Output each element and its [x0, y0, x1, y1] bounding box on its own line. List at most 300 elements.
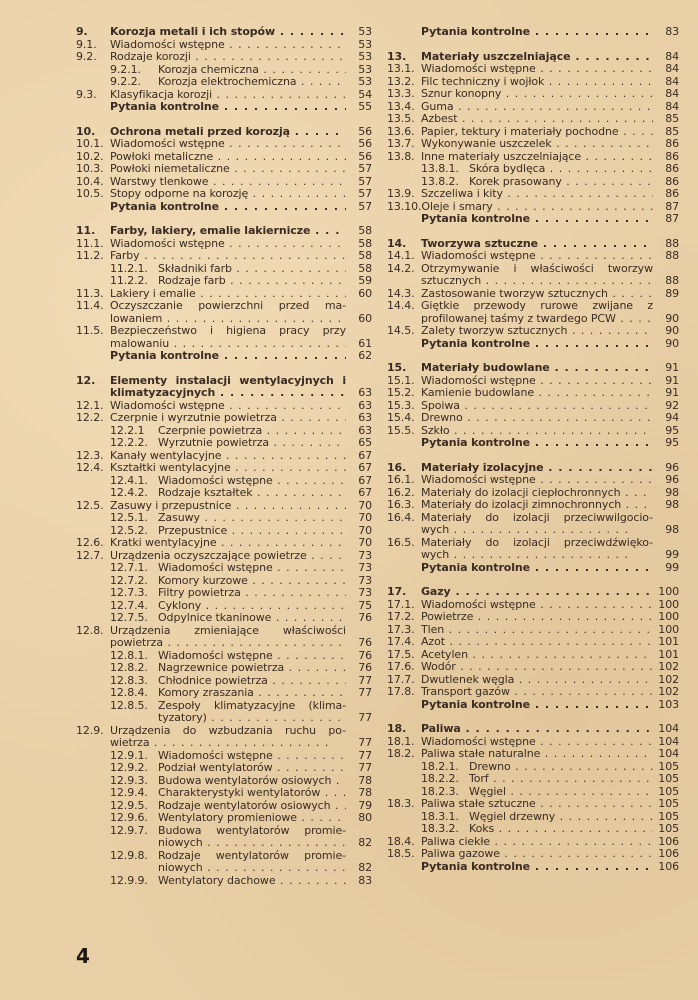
toc-entry[interactable]	[387, 611, 679, 624]
entry-page-number: 106	[658, 859, 679, 873]
entry-number: 15.4.	[387, 411, 415, 424]
entry-number: 18.	[387, 722, 407, 735]
toc-entry[interactable]	[76, 151, 372, 164]
entry-page-number: 101	[658, 647, 679, 661]
entry-number: 12.3.	[76, 448, 104, 462]
entry-number: 12.2.1	[110, 423, 145, 437]
toc-entry[interactable]	[76, 51, 372, 64]
entry-number: 12.5.1.	[110, 511, 148, 524]
entry-number: 11.2.2.	[110, 274, 148, 287]
toc-entry[interactable]	[387, 51, 679, 64]
entry-page-number: 77	[358, 711, 372, 724]
toc-entry[interactable]	[76, 812, 372, 825]
entry-title	[421, 51, 653, 64]
entry-number: 18.3.	[387, 797, 415, 810]
entry-title-text: Koks	[469, 823, 495, 835]
toc-entry[interactable]	[76, 400, 372, 413]
entry-title-text: Rodzaje wentylatorów osiowych	[158, 799, 331, 812]
toc-entry[interactable]	[76, 725, 372, 750]
toc-entry[interactable]	[387, 537, 679, 562]
toc-entry[interactable]	[76, 163, 372, 176]
toc-entry[interactable]	[387, 176, 679, 189]
entry-page-number: 65	[358, 436, 372, 449]
entry-page-number: 77	[358, 673, 372, 687]
entry-title	[421, 723, 653, 736]
toc-entry[interactable]	[387, 63, 679, 76]
entry-title-text: Przepustnice	[158, 524, 228, 537]
toc-entry[interactable]	[76, 412, 372, 425]
entry-title-text: Zastosowanie tworzyw sztucznych	[421, 287, 608, 300]
entry-number: 16.1.	[387, 473, 415, 486]
entry-number: 9.1.	[76, 37, 97, 51]
entry-number: 12.8.4.	[110, 686, 148, 699]
toc-entry[interactable]	[387, 188, 679, 201]
toc-entry[interactable]	[76, 787, 372, 800]
entry-number: 12.6.	[76, 536, 104, 549]
entry-page-number: 73	[358, 548, 372, 562]
entry-title-text: Wiadomości wstępne	[421, 735, 536, 748]
toc-entry[interactable]	[387, 163, 679, 176]
toc-entry[interactable]	[76, 126, 372, 139]
entry-title	[110, 462, 346, 475]
toc-entry[interactable]	[387, 26, 679, 39]
toc-entry[interactable]	[76, 562, 372, 575]
entry-number: 12.9.2.	[110, 761, 148, 774]
entry-title-text: Pytania kontrolne	[421, 437, 530, 449]
toc-entry[interactable]	[387, 400, 679, 413]
entry-page-number: 91	[665, 373, 679, 387]
toc-entry[interactable]	[387, 76, 679, 89]
toc-entry[interactable]	[387, 512, 679, 537]
toc-entry[interactable]	[76, 500, 372, 513]
toc-entry[interactable]	[76, 512, 372, 525]
entry-title-text: Wiadomości wstępne	[158, 649, 273, 662]
entry-title	[421, 437, 653, 450]
toc-entry[interactable]	[387, 586, 679, 599]
entry-number: 17.	[387, 585, 407, 598]
entry-page-number: 100	[658, 610, 679, 623]
entry-page-number: 76	[358, 661, 372, 674]
entry-title	[110, 176, 346, 189]
entry-title	[110, 101, 346, 114]
entry-page-number: 98	[665, 523, 679, 536]
toc-entry[interactable]	[76, 176, 372, 189]
entry-page-number: 56	[358, 149, 372, 163]
entry-title-text: Materiały do izolacji ciepłochronnych	[421, 486, 621, 499]
entry-page-number: 77	[358, 748, 372, 762]
entry-page-number: 63	[358, 386, 372, 399]
entry-title-text: Dwutlenek węgla	[421, 673, 515, 686]
toc-entry[interactable]	[76, 188, 372, 201]
entry-title-line: Rodzaje wentylatorów promie-	[158, 849, 346, 862]
entry-number: 13.8.	[387, 149, 415, 163]
entry-title	[158, 800, 346, 813]
entry-title	[421, 151, 653, 164]
toc-entry[interactable]	[387, 425, 679, 438]
entry-page-number: 58	[358, 224, 372, 237]
toc-entry[interactable]	[387, 288, 679, 301]
entry-page-number: 58	[358, 236, 372, 250]
entry-title-text: Inne materiały uszczelniające	[421, 150, 582, 163]
entry-title-text: Wentylatory promieniowe	[158, 812, 297, 824]
entry-title	[421, 126, 653, 139]
entry-title	[110, 725, 346, 750]
entry-title	[158, 825, 346, 850]
entry-title-continuation: powietrza . .	[110, 637, 346, 650]
entry-title-text: Wiadomości wstępne	[158, 749, 273, 762]
toc-section	[387, 586, 679, 711]
entry-page-number: 98	[665, 485, 679, 499]
entry-title	[421, 400, 653, 413]
entry-title	[110, 288, 346, 301]
entry-title	[110, 51, 346, 64]
entry-number: 17.2.	[387, 610, 415, 623]
entry-number: 13.6.	[387, 124, 415, 138]
entry-title-line: Oczyszczanie powierzchni przed ma-	[110, 300, 346, 312]
entry-number: 17.8.	[387, 685, 415, 698]
toc-entry[interactable]	[387, 474, 679, 487]
entry-title-text: Klasyfikacja korozji	[110, 88, 213, 101]
entry-title-continuation: niowych . .	[158, 862, 346, 875]
entry-title	[469, 811, 653, 824]
toc-entry[interactable]	[387, 798, 679, 811]
entry-page-number: 84	[665, 99, 679, 113]
entry-page-number: 67	[358, 486, 372, 499]
entry-title	[421, 462, 653, 475]
entry-page-number: 105	[658, 797, 679, 810]
entry-title	[158, 750, 346, 763]
toc-entry[interactable]	[387, 113, 679, 126]
toc-entry[interactable]	[387, 101, 679, 114]
toc-entry[interactable]	[76, 26, 372, 39]
entry-title	[421, 736, 653, 749]
entry-title-line: Elementy instalacji wentylacyjnych i	[110, 374, 346, 387]
entry-title	[421, 537, 653, 562]
toc-entry[interactable]	[387, 848, 679, 861]
entry-title	[421, 375, 653, 388]
entry-title-text: Torf	[469, 773, 489, 785]
toc-entry[interactable]	[76, 101, 372, 114]
entry-title-text: Budowa wentylatorów osiowych	[158, 774, 332, 787]
entry-page-number: 86	[665, 174, 679, 188]
entry-page-number: 77	[358, 736, 372, 749]
entry-number: 10.2.	[76, 149, 104, 163]
toc-entry[interactable]	[76, 325, 372, 350]
toc-entry[interactable]	[76, 225, 372, 238]
entry-title	[421, 425, 653, 438]
toc-entry[interactable]	[76, 700, 372, 725]
entry-title	[110, 325, 346, 350]
entry-title	[158, 687, 346, 700]
toc-entry[interactable]	[387, 151, 679, 164]
entry-number: 14.2.	[387, 261, 415, 275]
entry-title-text: Wodór	[421, 661, 456, 673]
entry-number: 13.10.	[387, 199, 422, 213]
toc-entry[interactable]	[387, 786, 679, 799]
entry-title-line: Giętkie przewody rurowe zwijane z	[421, 300, 653, 312]
entry-page-number: 102	[658, 672, 679, 686]
entry-title	[110, 39, 346, 52]
entry-number: 10.3.	[76, 162, 104, 175]
entry-title-text: Komory zraszania	[158, 687, 254, 699]
toc-entry[interactable]	[387, 325, 679, 338]
toc-entry[interactable]	[76, 587, 372, 600]
entry-title-continuation: malowaniu . .	[110, 338, 346, 351]
toc-entry[interactable]	[76, 288, 372, 301]
toc-entry[interactable]	[387, 138, 679, 151]
entry-title-text: Szczeliwa i kity	[421, 188, 503, 200]
entry-page-number: 78	[358, 786, 372, 799]
entry-number: 12.9.3.	[110, 773, 148, 787]
entry-title	[421, 113, 653, 126]
entry-page-number: 88	[665, 249, 679, 262]
toc-entry[interactable]	[387, 861, 679, 874]
toc-entry[interactable]	[387, 624, 679, 637]
toc-entry[interactable]	[387, 462, 679, 475]
toc-entry[interactable]	[76, 76, 372, 89]
entry-title-text: Składniki farb	[158, 262, 232, 275]
toc-entry[interactable]	[387, 773, 679, 786]
entry-page-number: 104	[658, 734, 679, 748]
entry-number: 14.	[387, 236, 407, 250]
entry-title	[421, 474, 653, 487]
entry-number: 15.1.	[387, 373, 415, 387]
entry-title-text: Pytania kontrolne	[421, 860, 530, 873]
toc-entry[interactable]	[76, 462, 372, 475]
entry-title	[158, 775, 346, 788]
toc-entry[interactable]	[387, 201, 679, 214]
entry-title	[110, 26, 346, 39]
toc-entry[interactable]	[387, 636, 679, 649]
entry-title-text: Materiały budowlane	[421, 362, 550, 374]
toc-entry[interactable]	[76, 612, 372, 625]
toc-entry[interactable]	[387, 736, 679, 749]
toc-entry[interactable]	[387, 250, 679, 263]
entry-page-number: 91	[665, 361, 679, 374]
toc-entry[interactable]	[387, 300, 679, 325]
entry-number: 13.8.1.	[421, 162, 459, 175]
toc-entry[interactable]	[76, 350, 372, 363]
entry-page-number: 101	[658, 635, 679, 648]
toc-entry[interactable]	[387, 674, 679, 687]
toc-entry[interactable]	[76, 487, 372, 500]
toc-entry[interactable]	[76, 238, 372, 251]
entry-page-number: 92	[665, 398, 679, 412]
entry-number: 12.9.	[76, 723, 104, 737]
entry-title	[158, 600, 346, 613]
entry-page-number: 53	[358, 25, 372, 38]
toc-entry[interactable]	[76, 625, 372, 650]
entry-title	[158, 475, 346, 488]
entry-title-text: Spoiwa	[421, 399, 460, 412]
entry-title-text: Paliwa	[421, 723, 461, 735]
entry-number: 15.5.	[387, 423, 415, 437]
entry-page-number: 88	[665, 236, 679, 250]
entry-number: 13.7.	[387, 137, 415, 150]
entry-number: 17.6.	[387, 660, 415, 673]
entry-number: 11.	[76, 224, 96, 237]
toc-entry[interactable]	[387, 499, 679, 512]
entry-page-number: 98	[665, 498, 679, 511]
entry-number: 12.5.2.	[110, 523, 148, 537]
toc-entry[interactable]	[76, 662, 372, 675]
entry-title	[421, 338, 653, 351]
toc-entry[interactable]	[76, 138, 372, 151]
toc-entry[interactable]	[387, 487, 679, 500]
entry-title-line: Urządzenia zmieniające właściwości	[110, 624, 346, 637]
entry-title-line: Otrzymywanie i właściwości tworzyw	[421, 262, 653, 275]
entry-page-number: 53	[358, 37, 372, 51]
toc-entry[interactable]	[76, 375, 372, 400]
toc-entry[interactable]	[387, 213, 679, 226]
entry-number: 12.9.5.	[110, 798, 148, 812]
entry-title	[110, 537, 346, 550]
entry-title-text: Transport gazów	[421, 686, 510, 698]
toc-entry[interactable]	[76, 437, 372, 450]
entry-title-text: Korozja elektrochemiczna	[158, 76, 297, 88]
entry-page-number: 80	[358, 811, 372, 824]
entry-number: 17.7.	[387, 672, 415, 686]
entry-page-number: 62	[358, 349, 372, 362]
toc-section	[76, 126, 372, 214]
entry-title	[421, 611, 653, 624]
entry-number: 11.2.1.	[110, 261, 148, 275]
entry-number: 12.9.1.	[110, 748, 148, 762]
entry-title	[110, 550, 346, 563]
toc-entry[interactable]	[387, 699, 679, 712]
toc-entry[interactable]	[76, 875, 372, 888]
entry-page-number: 84	[665, 74, 679, 88]
toc-entry[interactable]	[387, 661, 679, 674]
entry-page-number: 75	[358, 598, 372, 612]
toc-entry[interactable]	[387, 748, 679, 761]
entry-number: 18.2.1.	[421, 759, 459, 773]
toc-entry[interactable]	[76, 762, 372, 775]
toc-entry[interactable]	[387, 375, 679, 388]
entry-title-text: Kształtki wentylacyjne	[110, 462, 231, 474]
entry-page-number: 86	[665, 137, 679, 150]
entry-title-line: Materiały do izolacji przeciwwilgocio-	[421, 511, 653, 524]
entry-title-text: Paliwa stałe naturalne	[421, 748, 541, 760]
toc-section	[387, 238, 679, 351]
entry-title	[110, 250, 346, 263]
toc-entry[interactable]	[76, 825, 372, 850]
entry-title-line: Urządzenia do wzbudzania ruchu po-	[110, 724, 346, 737]
toc-entry[interactable]	[387, 723, 679, 736]
entry-number: 16.3.	[387, 498, 415, 511]
toc-entry[interactable]	[387, 387, 679, 400]
entry-title	[158, 762, 346, 775]
toc-entry[interactable]	[76, 201, 372, 214]
entry-number: 17.4.	[387, 635, 415, 648]
entry-page-number: 85	[665, 112, 679, 125]
entry-title	[421, 836, 653, 849]
entry-title	[421, 499, 653, 512]
toc-entry[interactable]	[387, 649, 679, 662]
toc-entry[interactable]	[76, 525, 372, 538]
entry-title-text: Charakterystyki wentylatorów	[158, 787, 321, 799]
toc-entry[interactable]	[387, 437, 679, 450]
entry-title-text: Pytania kontrolne	[110, 101, 219, 113]
entry-number: 10.5.	[76, 187, 104, 200]
toc-entry[interactable]	[76, 89, 372, 102]
entry-page-number: 70	[358, 511, 372, 524]
entry-title	[110, 625, 346, 650]
entry-title	[421, 201, 653, 214]
toc-entry[interactable]	[76, 275, 372, 288]
entry-page-number: 70	[358, 536, 372, 549]
toc-entry[interactable]	[76, 687, 372, 700]
entry-number: 15.2.	[387, 386, 415, 399]
entry-number: 16.4.	[387, 510, 415, 524]
toc-entry[interactable]	[76, 39, 372, 52]
entry-page-number: 60	[358, 286, 372, 300]
entry-page-number: 100	[658, 585, 679, 598]
toc-entry[interactable]	[387, 686, 679, 699]
entry-page-number: 73	[358, 573, 372, 587]
toc-entry[interactable]	[387, 238, 679, 251]
entry-title-text: Pytania kontrolne	[421, 337, 530, 350]
entry-title	[421, 512, 653, 537]
toc-entry[interactable]	[76, 550, 372, 563]
toc-entry[interactable]	[76, 250, 372, 263]
entry-page-number: 56	[358, 137, 372, 150]
entry-number: 12.8.	[76, 623, 104, 637]
entry-page-number: 87	[665, 212, 679, 225]
toc-entry[interactable]	[387, 412, 679, 425]
entry-number: 12.4.1.	[110, 473, 148, 487]
entry-page-number: 104	[658, 747, 679, 760]
entry-title-text: Stopy odporne na korozję	[110, 188, 249, 200]
entry-title	[421, 138, 653, 151]
entry-title	[421, 686, 653, 699]
toc-entry[interactable]	[76, 450, 372, 463]
entry-title	[421, 76, 653, 89]
toc-section	[76, 375, 372, 888]
entry-title-text: Zasuwy i przepustnice	[110, 499, 232, 512]
toc-entry[interactable]	[387, 823, 679, 836]
entry-title	[421, 699, 653, 712]
entry-page-number: 91	[665, 386, 679, 399]
toc-entry[interactable]	[387, 599, 679, 612]
toc-entry[interactable]	[387, 836, 679, 849]
toc-entry[interactable]	[387, 338, 679, 351]
entry-title-text: Rodzaje korozji	[110, 51, 191, 63]
entry-number: 11.1.	[76, 236, 104, 250]
toc-entry[interactable]	[76, 537, 372, 550]
entry-page-number: 56	[358, 124, 372, 138]
entry-title	[158, 587, 346, 600]
toc-entry[interactable]	[387, 263, 679, 288]
toc-entry[interactable]	[76, 850, 372, 875]
entry-title-text: Pytania kontrolne	[110, 200, 219, 213]
toc-entry[interactable]	[387, 88, 679, 101]
toc-section	[387, 362, 679, 450]
toc-entry[interactable]	[387, 562, 679, 575]
entry-title	[110, 375, 346, 400]
entry-title	[158, 487, 346, 500]
entry-number: 12.9.8.	[110, 848, 148, 862]
entry-title	[421, 861, 653, 874]
entry-page-number: 57	[358, 174, 372, 188]
toc-entry[interactable]	[76, 300, 372, 325]
entry-number: 12.8.3.	[110, 673, 148, 687]
toc-entry[interactable]	[387, 362, 679, 375]
toc-entry[interactable]	[387, 126, 679, 139]
entry-number: 12.4.	[76, 461, 104, 474]
entry-title	[158, 275, 346, 288]
entry-page-number: 96	[665, 473, 679, 486]
